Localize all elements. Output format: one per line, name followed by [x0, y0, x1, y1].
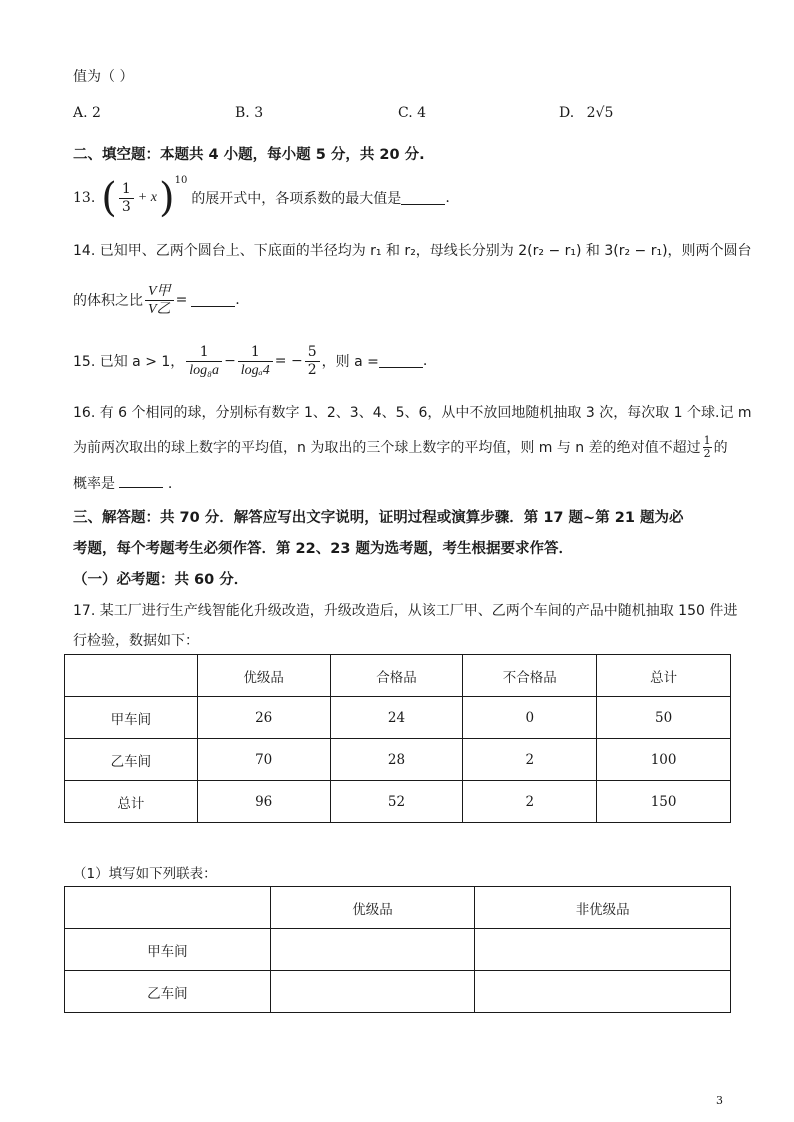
section-heading-fill-in: 二、填空题：本题共 4 小题，每小题 5 分，共 20 分. [73, 147, 425, 163]
question-13: 13. ( $\frac{1}{3}$ + x ) 10 的展开式中，各项系数的最大值是 . [73, 174, 450, 221]
choice-d[interactable] [559, 105, 613, 121]
table-cell: 28 [330, 739, 463, 781]
table-header-cell: 非优级品 [475, 887, 731, 929]
table-cell: 甲车间 [65, 697, 198, 739]
table-row [65, 781, 731, 823]
q13-plus-x: + x [137, 190, 157, 205]
table-header-cell: 不合格品 [463, 655, 597, 697]
q13-exponent: 10 [174, 174, 188, 186]
table-header-cell: 合格品 [330, 655, 463, 697]
question-stem-tail: 值为（ ） [73, 69, 134, 85]
table-header-cell [65, 887, 271, 929]
table-header-cell: 优级品 [270, 887, 475, 929]
table-cell: 2 [463, 739, 597, 781]
table-row [65, 739, 731, 781]
data-table [64, 654, 731, 823]
table-cell: 24 [330, 697, 463, 739]
q15-fraction-2: $\frac{1}{\text{logₐ4}}$ [238, 344, 273, 379]
table-cell: 100 [597, 739, 731, 781]
question-14-line1: 14. 已知甲、乙两个圆台上、下底面的半径均为 r₁ 和 r₂，母线长分别为 2(r₂ − r₁) 和 3(r₂ − r₁)，则两个圆台 [73, 243, 752, 259]
q13-answer-blank[interactable] [401, 192, 445, 205]
question-16-line2: 为前两次取出的球上数字的平均值，n 为取出的三个球上数字的平均值，则 m 与 n 差的绝对值不超过 $\frac{1}{2}$ 的 [73, 433, 728, 460]
q15-fraction-1: $\frac{1}{\text{log₈a}}$ [186, 344, 222, 379]
subsection-required: （一）必考题：共 60 分． [73, 572, 249, 588]
q16-half: $\frac{1}{2}$ [703, 433, 711, 460]
question-16-line3: 概率是 . [73, 476, 173, 492]
page-number: 3 [716, 1094, 723, 1107]
q13-number: 13. [73, 190, 96, 206]
question-17-line1: 17. 某工厂进行生产线智能化升级改造，升级改造后，从该工厂甲、乙两个车间的产品中随机抽取 150 件进 [73, 603, 738, 619]
answer-cell[interactable] [475, 971, 731, 1013]
q15-answer-blank[interactable] [379, 355, 423, 368]
section-heading-solutions-1: 三、解答题：共 70 分．解答应写出文字说明，证明过程或演算步骤．第 17 题~第 21 题为必 [73, 510, 684, 526]
answer-cell[interactable] [270, 929, 475, 971]
contingency-table [64, 886, 731, 1013]
table-cell: 96 [197, 781, 330, 823]
q13-text: 的展开式中，各项系数的最大值是 [191, 191, 402, 207]
table-header-cell: 总计 [597, 655, 731, 697]
table-cell: 26 [197, 697, 330, 739]
q15-fraction-3: $\frac{5}{2}$ [305, 344, 320, 379]
table-header-cell [65, 655, 198, 697]
choice-d-label: D. [559, 105, 575, 121]
question-15: 15. 已知 a > 1， $\frac{1}{\text{log₈a}}$ − $\frac{1}{\text{logₐ4}}$ = − $\frac{5}{2}$ ，则 a = . [73, 343, 428, 378]
table-cell: 2 [463, 781, 597, 823]
question-17-line2: 行检验，数据如下： [73, 633, 199, 649]
answer-cell[interactable] [270, 971, 475, 1013]
table-cell: 乙车间 [65, 971, 271, 1013]
question-16-line1: 16. 有 6 个相同的球，分别标有数字 1、2、3、4、5、6，从中不放回地随机抽取 3 次，每次取 1 个球.记 m [73, 405, 752, 421]
table-header-row [65, 655, 731, 697]
table-cell: 70 [197, 739, 330, 781]
table-cell: 52 [330, 781, 463, 823]
answer-cell[interactable] [475, 929, 731, 971]
choice-c[interactable]: C. 4 [398, 105, 427, 121]
question-14-line2: 的体积之比 $\frac{\text{V甲}}{\text{V乙}}$ = . [73, 283, 240, 317]
table-cell: 甲车间 [65, 929, 271, 971]
q16-answer-blank[interactable] [119, 475, 163, 488]
choice-b[interactable]: B. 3 [235, 105, 264, 121]
table-cell: 总计 [65, 781, 198, 823]
table-row [65, 971, 731, 1013]
q14-answer-blank[interactable] [191, 294, 235, 307]
table-cell: 50 [597, 697, 731, 739]
choice-a[interactable]: A. 2 [73, 105, 101, 121]
q14-volume-ratio: $\frac{\text{V甲}}{\text{V乙}}$ [145, 283, 174, 318]
q13-fraction: $\frac{1}{3}$ [119, 181, 134, 216]
table-header-row [65, 887, 731, 929]
table-header-cell: 优级品 [197, 655, 330, 697]
table-row [65, 929, 731, 971]
choice-d-value: 2√5 [586, 105, 614, 121]
table-cell: 乙车间 [65, 739, 198, 781]
part-1-instruction: （1）填写如下列联表： [73, 866, 217, 882]
table-row [65, 697, 731, 739]
table-cell: 0 [463, 697, 597, 739]
table-cell: 150 [597, 781, 731, 823]
section-heading-solutions-2: 考题，每个考题考生必须作答．第 22、23 题为选考题，考生根据要求作答． [73, 541, 573, 557]
